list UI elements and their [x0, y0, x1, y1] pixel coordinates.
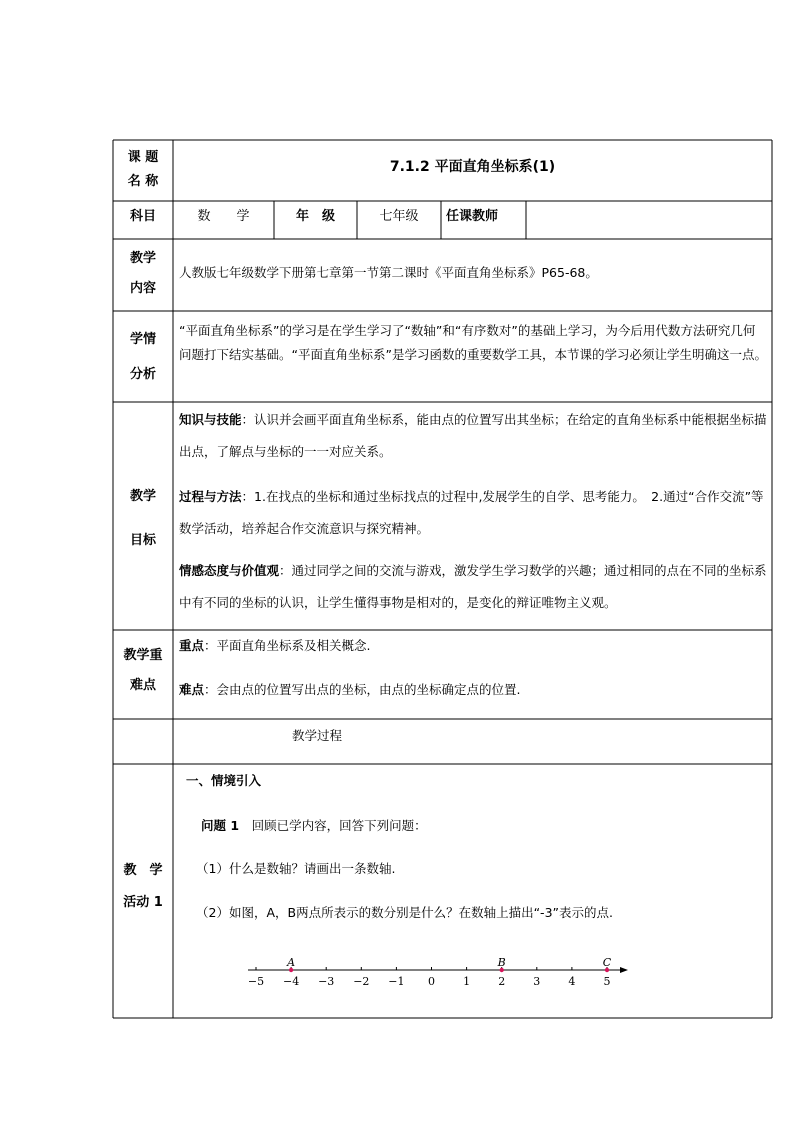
keypoints-label: [113, 641, 173, 701]
teacher-label: 任课教师: [446, 209, 499, 224]
keypoints-label-line-1: 教学重: [123, 648, 163, 663]
difficulty-text: ：会由点的位置写出点的坐标，由点的坐标确定点的位置.: [204, 682, 521, 697]
number-line-tick-label: −2: [353, 975, 370, 988]
number-line-tick-label: 1: [463, 975, 471, 988]
focus-text: ：平面直角坐标系及相关概念.: [204, 638, 371, 653]
goal-emotion: [179, 555, 767, 619]
number-line-point-label: C: [602, 956, 612, 969]
number-line-point-label: A: [287, 956, 296, 969]
grade-label: 年 级: [295, 209, 335, 224]
process-heading: 教学过程: [292, 728, 343, 743]
activity-label: [113, 855, 173, 919]
analysis-text: “平面直角坐标系”的学习是在学生学习了“数轴”和“有序数对”的基础上学习，为今后用代数方法研究几何问题打下结实基础。“平面直角坐标系”是学习函数的重要数学工具，本节课的学习必须让学生明确这一点。: [179, 323, 767, 362]
goal-knowledge-head: 知识与技能: [179, 412, 242, 427]
number-line-tick-label: −1: [388, 975, 405, 988]
subject-value: 数 学: [197, 209, 250, 224]
difficulty-point: [179, 681, 521, 699]
topic-label-line-2: 名 称: [127, 174, 159, 189]
number-line-figure: [240, 955, 640, 995]
goals-label-line-2: 目标: [129, 533, 156, 548]
goal-process: [179, 481, 767, 545]
goals-label: [113, 475, 173, 563]
number-line-tick-label: 0: [428, 975, 435, 988]
number-line-tick-label: 4: [568, 975, 576, 988]
number-line-tick-label: 3: [533, 975, 541, 988]
number-line-arrow: [620, 967, 628, 973]
content-label-line-1: 教学: [129, 251, 156, 266]
section-title: 一、情境引入: [186, 773, 262, 788]
number-line-tick-label: 5: [603, 975, 611, 988]
goals-label-line-1: 教学: [129, 489, 156, 504]
activity-label-line-2: 活动 1: [123, 895, 163, 910]
goal-knowledge: [179, 404, 767, 468]
content-label: [113, 244, 173, 304]
keypoints-label-line-2: 难点: [129, 678, 156, 693]
content-text: 人教版七年级数学下册第七章第一节第二课时《平面直角坐标系》P65-68。: [179, 265, 598, 280]
goal-process-text: ：1.在找点的坐标和通过坐标找点的过程中,发展学生的自学、思考能力。 2.通过“合作交流”等数学活动，培养起合作交流意识与探究精神。: [179, 489, 764, 536]
question-1-part-2: （2）如图，A，B两点所表示的数分别是什么？在数轴上描出“-3”表示的点.: [196, 905, 613, 920]
grade-value: 七年级: [379, 209, 419, 224]
goal-process-head: 过程与方法: [179, 489, 242, 504]
analysis-label-line-2: 分析: [129, 367, 156, 382]
goal-emotion-text: ：通过同学之间的交流与游戏，激发学生学习数学的兴趣；通过相同的点在不同的坐标系中有不同的坐标的认识，让学生懂得事物是相对的，是变化的辩证唯物主义观。: [179, 563, 767, 610]
question-1-head: 问题 1: [201, 818, 240, 833]
number-line-tick-label: −4: [282, 975, 300, 988]
question-1: [201, 817, 427, 835]
question-1-text: 回顾已学内容，回答下列问题：: [239, 818, 427, 833]
goal-emotion-head: 情感态度与价值观: [179, 563, 280, 578]
focus-head: 重点: [179, 638, 205, 653]
goal-knowledge-text: ：认识并会画平面直角坐标系，能由点的位置写出其坐标；在给定的直角坐标系中能根据坐标描出点，了解点与坐标的一一对应关系。: [179, 412, 767, 459]
difficulty-head: 难点: [179, 682, 205, 697]
number-line-tick-label: 2: [498, 975, 506, 988]
lesson-title: 7.1.2 平面直角坐标系(1): [389, 159, 556, 175]
question-1-part-1: （1）什么是数轴？请画出一条数轴.: [196, 861, 396, 876]
analysis-label: [113, 322, 173, 392]
subject-label: 科目: [129, 209, 156, 224]
number-line-tick-label: −3: [318, 975, 335, 988]
topic-label: [113, 146, 173, 194]
content-label-line-2: 内容: [129, 281, 156, 296]
number-line-tick-label: −5: [247, 975, 265, 988]
number-line-point-label: B: [497, 956, 506, 969]
focus-point: [179, 637, 371, 655]
topic-label-line-1: 课 题: [127, 150, 159, 165]
analysis-label-line-1: 学情: [129, 332, 156, 347]
activity-label-line-1: 教 学: [123, 863, 163, 878]
